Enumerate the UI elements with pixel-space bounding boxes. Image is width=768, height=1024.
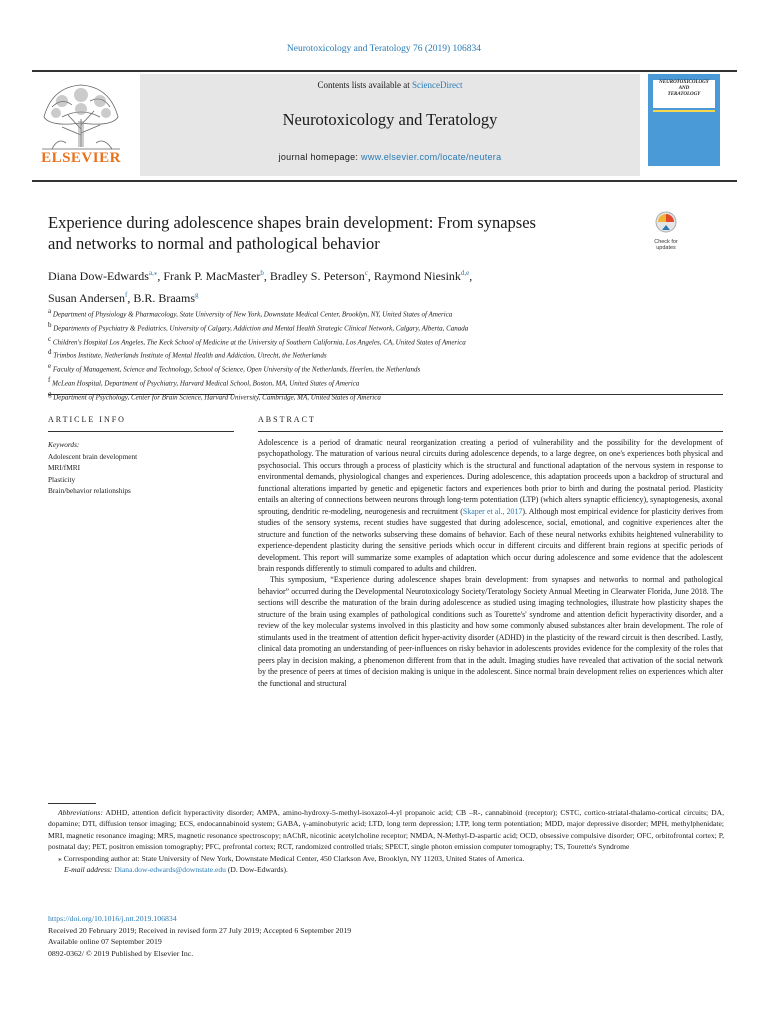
contents-line: [140, 80, 640, 90]
check-badge-label: Check for: [654, 239, 678, 245]
abstract-paragraph: This symposium, “Experience during adolescence shapes brain development: from synapses and networks to normal and pathological behavior” occurred during the Developmental Neurotoxicology Society/Teratology Society Annual Meeting in Clearwater Florida, June 2018. The sections will describe the maturation of the brain during adolescence as studied using imaging technologies, illustrate how plasticity shapes the structure of the brain using examples of pathological conditions such as Tourette's' syndrome and attention deficit hyperactivity disorder, and a review of the key molecular systems involved in this plasticity and how some commonly abused substances alter brain development. The role of stimulants used in the treatment of attention deficit hyper-activity disorder (ADHD) in the plasticity of the reward circuit is then described. Lastly, clinical data promoting an understanding of peer-influences on risky behavior in adolescents provides evidence for the complexity of the roles that peers play in decision making, a phenomenon different from that in the adult. Imaging studies have revealed that activation of the social network by the presence of peers at times of decision making is unique in the adolescent. Since normal brain development relies on experiences which alter the functional and structural: [258, 575, 723, 688]
affiliation: $^a$ Department of Physiology & Pharmacology, State University of New York, Downstate Medical Center, Brooklyn, NY, United States of America: [48, 307, 453, 319]
doi-link[interactable]: https://doi.org/10.1016/j.ntt.2019.106834: [48, 914, 177, 923]
publication-info: [48, 913, 548, 959]
footnote-rule: [48, 803, 96, 804]
journal-title: Neurotoxicology and Teratology: [282, 110, 498, 129]
keyword: MRI/fMRI: [48, 463, 81, 472]
publisher-wordmark: ELSEVIER: [41, 150, 121, 166]
author-list: Diana Dow-Edwards$^{a,⁎}$, Frank P. MacMaster$^b$, Bradley S. Peterson$^c$, Raymond Niesink$^{d,e}$, Susan Andersen$^f$, B.R. Braams$^g$: [48, 269, 473, 305]
section-rule: [48, 394, 234, 395]
author[interactable]: Diana Dow-Edwards$^{a,⁎}$: [48, 269, 158, 283]
masthead-top-rule: [32, 70, 737, 72]
abstract-body: [258, 437, 723, 689]
cover-title-line: TERATOLOGY: [667, 92, 701, 97]
author[interactable]: Susan Andersen$^f$: [48, 291, 128, 305]
footnotes: [48, 807, 724, 875]
affiliation: $^d$ Trimbos Institute, Netherlands Institute of Mental Health and Addiction, Utrecht, the Netherlands: [48, 348, 327, 360]
keywords-label: Keywords:: [48, 440, 80, 449]
cover-title-block: [653, 80, 715, 108]
article-title-line: and networks to normal and pathological behavior: [48, 234, 380, 253]
masthead-bottom-rule: [32, 180, 737, 182]
section-rule: [48, 431, 234, 432]
affiliation: $^c$ Children's Hospital Los Angeles, The Keck School of Medicine at the University of Southern California, Los Angeles, CA, United States of America: [48, 334, 466, 346]
corresponding-author-note: ⁎ Corresponding author at: State University of New York, Downstate Medical Center, 450 Clarkson Ave, Brooklyn, NY 11203, United States of America.: [58, 853, 525, 863]
keyword: Plasticity: [48, 474, 76, 484]
journal-reference[interactable]: Neurotoxicology and Teratology 76 (2019) 106834: [286, 44, 482, 54]
cover-title-line: AND: [678, 86, 690, 91]
received-dates: Received 20 February 2019; Received in revised form 27 July 2019; Accepted 6 September 2019: [48, 925, 352, 935]
section-rule: [258, 394, 723, 395]
keywords-block: [48, 439, 238, 497]
cover-stripe: [653, 110, 715, 112]
author[interactable]: Bradley S. Peterson$^c$: [269, 269, 368, 283]
keyword: Adolescent brain development: [48, 451, 138, 461]
citation-link[interactable]: Skaper et al., 2017: [462, 506, 523, 516]
homepage-label: journal homepage:: [278, 152, 362, 162]
homepage-line: [140, 152, 640, 162]
email-note: E-mail address: Diana.dow-edwards@downstate.edu (D. Dow-Edwards).: [64, 865, 288, 875]
check-badge-label: updates: [656, 245, 676, 251]
author[interactable]: B.R. Braams$^g$: [133, 291, 199, 305]
affiliation: $^f$ McLean Hospital, Department of Psychiatry, Harvard Medical School, Boston, MA, United States of America: [48, 376, 360, 388]
abstract-heading: ABSTRACT: [258, 415, 316, 424]
article-info-heading: ARTICLE INFO: [48, 415, 126, 424]
author[interactable]: Raymond Niesink$^{d,e}$: [373, 269, 470, 283]
homepage-link[interactable]: www.elsevier.com/locate/neutera: [361, 152, 502, 162]
copyright: 0892-0362/ © 2019 Published by Elsevier Inc.: [48, 948, 194, 958]
article-title-line: Experience during adolescence shapes brain development: From synapses: [48, 213, 536, 232]
abstract-paragraph: Adolescence is a period of dramatic neural reorganization creating a period of vulnerability and the possibility for the development of psychopathology. The maturation of various neural circuits during adolescence depends, to a large degree, on one's experiences both physical and psychosocial. This occurs through a process of plasticity which is the structural and functional adaptation of the nervous system in response to environmental demands, physiological changes and experiences. During adolescence, this adaptation proceeds upon a backdrop of structural and functional alterations imparted by genetic and epigenetic factors and experiences both prior to birth and during the postnatal period. Plasticity entails an altering of connections between neurons through long-term potentiation (LTP) (which alters synaptic efficiency), synaptogenesis, axonal sprouting, dendritic re-modeling, neurogenesis and recruitment (Skaper et al., 2017). Although most empirical evidence for plasticity derives from studies of the sensory systems, recent studies have suggested that during adolescence, social, emotional, and cognitive experiences alter the structure and function of the networks subserving these domains of behavior. Each of these neural networks exhibits heightened vulnerability to experience-dependent plasticity during the sensitive periods which occur in different circuits and different brain regions at specific periods of development. This report will summarize some examples of adaptation which occur during adolescence and some evidence that the adolescent brain responds differently to stimuli compared to adults and children.: [258, 438, 724, 573]
affiliation: $^g$ Department of Psychology, Center for Brain Science, Harvard University, Cambridge, MA, United States of America: [48, 389, 381, 402]
journal-cover: [648, 74, 720, 166]
sciencedirect-link[interactable]: ScienceDirect: [412, 80, 463, 90]
check-for-updates-button[interactable]: [645, 211, 687, 253]
article-title: [48, 212, 638, 254]
affiliation: $^e$ Faculty of Management, Science and Technology, School of Science, Open University of the Netherlands, Heerlen, the Netherlands: [48, 362, 421, 374]
cover-title-line: NEUROTOXICOLOGY: [659, 80, 709, 85]
affiliation: $^b$ Departments of Psychiatry & Pediatrics, University of Calgary, Addiction and Mental Health Strategic Clinical Network, Calgary, Alberta, Canada: [48, 320, 469, 333]
author[interactable]: Frank P. MacMaster$^b$: [163, 269, 264, 283]
email-link[interactable]: Diana.dow-edwards@downstate.edu: [114, 865, 226, 875]
keyword: Brain/behavior relationships: [48, 486, 131, 495]
abbreviations-footnote: Abbreviations: ADHD, attention deficit hyperactivity disorder; AMPA, amino-hydroxy-5-methyl-isoxazol-4-yl propanoic acid; CB –R-, cannabinoid (receptor); CSTC, cortico-striatal-thalamo-cortical circuits; DA, dopamine; DTI, diffusion tensor imaging; ECS, endocannabinoid system; GABA, γ-aminobutyric acid; LTD, long term depression; LTP, long term potentiation; MDD, major depressive disorder; MPH, methylphenidate; MRI, magnetic resonance imaging; MRS, magnetic resonance spectroscopy; nAChR, nicotinic acetylcholine receptor; NMDA, N-Methyl-D-aspartic acid; OCD, obsessive compulsive disorder; OFC, orbitofrontal cortex; P, postnatal day; PET, positron emission tomography; PFC, prefrontal cortex; RCT, randomized controlled trials; SPECT, single photon emission computer tomography; TS, Tourette's Syndrome: [48, 808, 724, 852]
check-updates-icon: [655, 211, 677, 237]
affiliation-list: [48, 306, 728, 403]
available-online: Available online 07 September 2019: [48, 937, 162, 947]
contents-prefix: Contents lists available at: [317, 80, 412, 90]
section-rule: [258, 431, 723, 432]
